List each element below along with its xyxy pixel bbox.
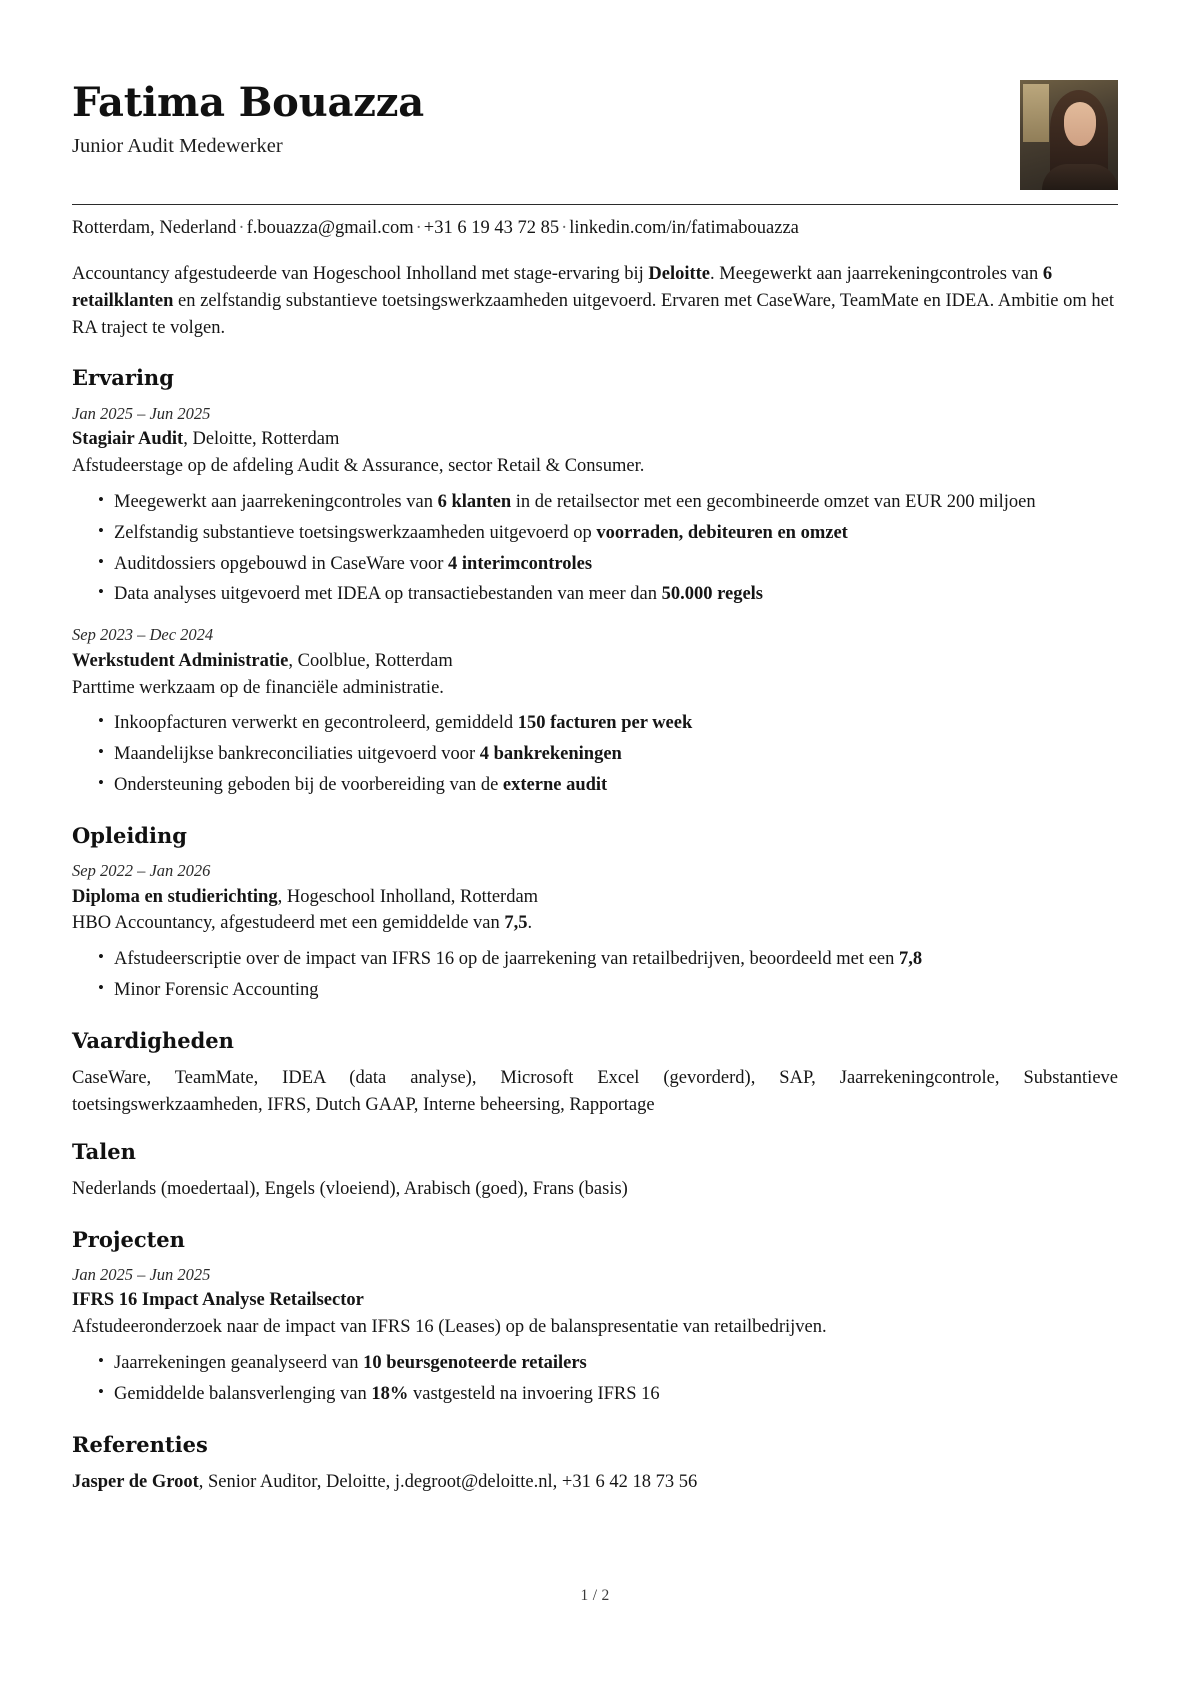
summary-paragraph — [72, 261, 1118, 341]
entry-date: Sep 2023 – Dec 2024 — [72, 625, 214, 645]
bullet-text-pre: Auditdossiers opgebouwd in CaseWare voor — [114, 553, 449, 574]
contact-separator-1: · — [238, 218, 245, 238]
contact-phone[interactable]: +31 6 19 43 72 85 — [423, 218, 560, 238]
resume-header — [72, 62, 1118, 190]
section-title-skills: Vaardigheden — [72, 1027, 234, 1053]
summary-bold-2: 6 retailklanten — [72, 263, 1053, 311]
list-item — [98, 710, 1118, 737]
experience-entry — [72, 403, 1118, 609]
bullet-text-bold: 18% — [371, 1384, 409, 1405]
page-title: Fatima Bouazza — [72, 79, 425, 126]
entry-role: Stagiair Audit — [72, 429, 184, 450]
header-text-block — [72, 78, 1020, 159]
bullet-text-pre: Meegewerkt aan jaarrekeningcontroles van — [114, 491, 438, 512]
photo-window-light — [1023, 84, 1049, 142]
entry-description: Afstudeerstage op de afdeling Audit & Assurance, sector Retail & Consumer. — [72, 456, 645, 476]
page-indicator: 1 / 2 — [580, 1587, 610, 1604]
entry-meta: , Deloitte, Rotterdam — [183, 429, 340, 450]
entry-date: Jan 2025 – Jun 2025 — [72, 403, 211, 423]
languages-text: Nederlands (moedertaal), Engels (vloeiend), Arabisch (goed), Frans (basis) — [72, 1178, 628, 1199]
bullet-text-pre: Afstudeerscriptie over de impact van IFRS 16 op de jaarrekening van retailbedrijven, beoordeeld met een — [114, 949, 899, 970]
entry-date: Jan 2025 – Jun 2025 — [72, 1264, 211, 1284]
entry-role: IFRS 16 Impact Analyse Retailsector — [72, 1290, 364, 1311]
entry-bullet-list — [72, 1350, 1118, 1408]
section-skills — [72, 1028, 1118, 1119]
entry-heading — [72, 885, 1118, 910]
reference-entry — [72, 1469, 1118, 1496]
section-title-references: Referenties — [72, 1431, 208, 1457]
entry-bullet-list — [72, 946, 1118, 1004]
experience-entry — [72, 624, 1118, 799]
bullet-text-bold: externe audit — [502, 775, 608, 796]
bullet-text-bold: 4 bankrekeningen — [479, 744, 622, 765]
entry-heading — [72, 1288, 1118, 1313]
education-description-pre: HBO Accountancy, afgestudeerd met een gemiddelde van — [72, 913, 505, 934]
entry-description: Afstudeeronderzoek naar de impact van IFRS 16 (Leases) op de balanspresentatie van retailbedrijven. — [72, 1317, 827, 1338]
skills-text: CaseWare, TeamMate, IDEA (data analyse), Microsoft Excel (gevorderd), SAP, Jaarrekeningcontrole, Substantieve toetsingswerkzaamheden, IFRS, Dutch GAAP, Interne beheersing, Rapportage — [72, 1068, 1118, 1115]
contact-linkedin[interactable]: linkedin.com/in/fatimabouazza — [569, 218, 799, 238]
section-title-languages: Talen — [72, 1138, 136, 1164]
photo-face — [1064, 102, 1096, 146]
entry-bullet-list — [72, 489, 1118, 608]
photo-shoulders — [1042, 164, 1118, 190]
bullet-text-bold: 4 interimcontroles — [448, 553, 593, 574]
contact-separator-2: · — [415, 218, 422, 238]
list-item — [98, 741, 1118, 768]
bullet-text-pre: Gemiddelde balansverlenging van — [114, 1384, 372, 1405]
summary-bold-1: Deloitte — [648, 263, 711, 284]
job-title: Junior Audit Medewerker — [72, 135, 283, 157]
list-item — [98, 772, 1118, 799]
bullet-text-pre: Ondersteuning geboden bij de voorbereiding van de — [114, 775, 503, 796]
section-title-education: Opleiding — [72, 822, 187, 848]
section-title-experience: Ervaring — [72, 365, 174, 391]
bullet-text-pre: Jaarrekeningen geanalyseerd van — [114, 1353, 364, 1374]
contact-email[interactable]: f.bouazza@gmail.com — [246, 218, 414, 238]
entry-date: Sep 2022 – Jan 2026 — [72, 861, 211, 881]
summary-text-2: . Meegewerkt aan jaarrekeningcontroles van — [710, 263, 1043, 284]
list-item — [98, 946, 1118, 973]
bullet-text-bold: 10 beursgenoteerde retailers — [363, 1353, 587, 1374]
education-description-post: . — [527, 913, 533, 934]
section-references — [72, 1432, 1118, 1496]
entry-role: Diploma en studierichting — [72, 886, 278, 907]
entry-heading — [72, 427, 1118, 452]
reference-name: Jasper de Groot — [72, 1472, 199, 1493]
list-item — [98, 551, 1118, 578]
bullet-text-bold: 50.000 regels — [661, 584, 763, 605]
contact-separator-3: · — [561, 218, 568, 238]
entry-description: Parttime werkzaam op de financiële administratie. — [72, 677, 444, 698]
section-title-projects: Projecten — [72, 1226, 185, 1252]
entry-bullet-list — [72, 710, 1118, 798]
list-item — [98, 520, 1118, 547]
section-projects — [72, 1227, 1118, 1408]
bullet-text-pre: Data analyses uitgevoerd met IDEA op transactiebestanden van meer dan — [114, 584, 662, 605]
section-languages — [72, 1139, 1118, 1203]
section-education — [72, 823, 1118, 1004]
bullet-text-post: vastgesteld na invoering IFRS 16 — [408, 1384, 660, 1405]
project-entry — [72, 1264, 1118, 1408]
entry-description — [72, 911, 1118, 937]
summary-text-1: Accountancy afgestudeerde van Hogeschool Inholland met stage-ervaring bij — [72, 263, 649, 284]
entry-heading — [72, 649, 1118, 674]
entry-meta: , Coolblue, Rotterdam — [288, 650, 453, 671]
list-item — [98, 489, 1118, 516]
bullet-text-bold: 150 facturen per week — [517, 713, 693, 734]
list-item — [98, 977, 1118, 1004]
entry-role: Werkstudent Administratie — [72, 650, 289, 671]
bullet-text-bold: 6 klanten — [437, 491, 512, 512]
bullet-text-post: in de retailsector met een gecombineerde omzet van EUR 200 miljoen — [511, 491, 1036, 512]
list-item — [98, 1381, 1118, 1408]
bullet-text-bold: voorraden, debiteuren en omzet — [596, 522, 848, 543]
list-item — [98, 581, 1118, 608]
bullet-text-pre: Zelfstandig substantieve toetsingswerkzaamheden uitgevoerd op — [114, 522, 597, 543]
header-divider — [72, 204, 1118, 205]
summary-text-3: en zelfstandig substantieve toetsingswerkzaamheden uitgevoerd. Ervaren met CaseWare, TeamMate en IDEA. Ambitie om het RA traject te volgen. — [72, 290, 1114, 338]
reference-details: , Senior Auditor, Deloitte, j.degroot@deloitte.nl, +31 6 42 18 73 56 — [198, 1472, 698, 1493]
page-footer — [0, 1587, 1190, 1605]
list-item — [98, 1350, 1118, 1377]
bullet-text-pre: Inkoopfacturen verwerkt en gecontroleerd, gemiddeld — [114, 713, 518, 734]
bullet-text-pre: Minor Forensic Accounting — [114, 980, 319, 1001]
education-entry — [72, 860, 1118, 1004]
bullet-text-bold: 7,8 — [898, 949, 923, 970]
bullet-text-pre: Maandelijkse bankreconciliaties uitgevoerd voor — [114, 744, 480, 765]
contact-line — [72, 216, 1118, 241]
education-grade: 7,5 — [504, 913, 528, 934]
entry-meta: , Hogeschool Inholland, Rotterdam — [277, 886, 539, 907]
section-experience — [72, 365, 1118, 798]
contact-location: Rotterdam, Nederland — [72, 218, 237, 238]
profile-photo — [1020, 80, 1118, 190]
